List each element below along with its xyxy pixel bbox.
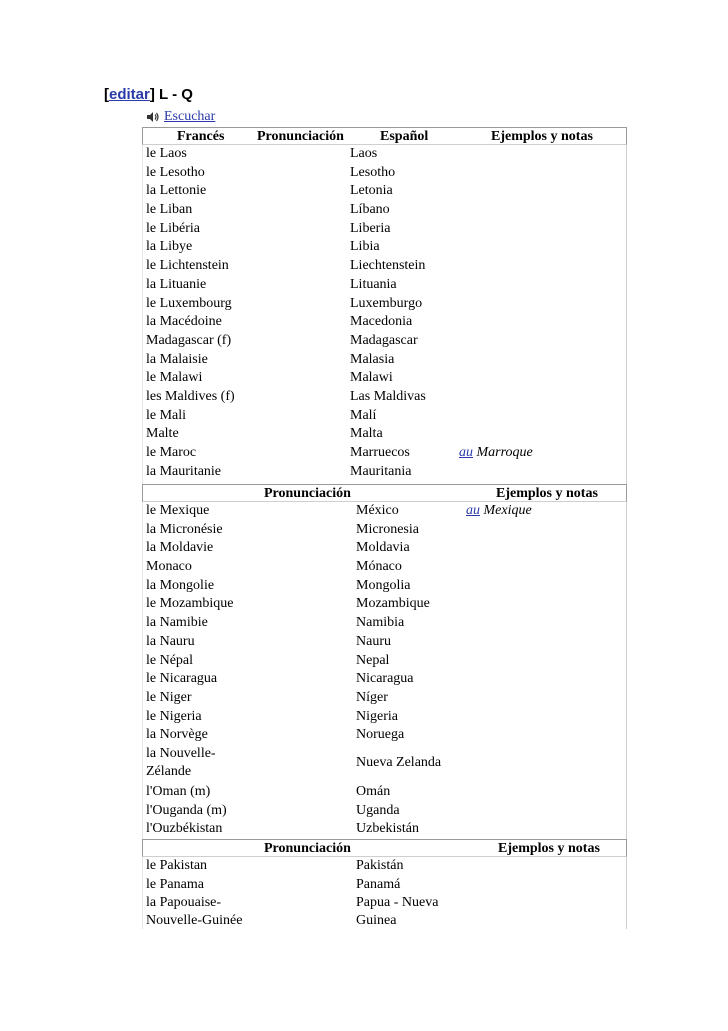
table-row	[142, 802, 627, 821]
table-row	[142, 444, 627, 463]
cell-frances: la Papouaise-Nouvelle-Guinée	[146, 895, 243, 929]
cell-espanol: Pakistán	[356, 858, 404, 873]
listen-link[interactable]: Escuchar	[164, 109, 216, 124]
table-row	[142, 894, 627, 932]
table-row	[142, 332, 627, 351]
edit-link[interactable]: editar	[109, 86, 150, 103]
countries-table-1	[142, 127, 627, 481]
cell-espanol: Malawi	[350, 370, 393, 386]
table-header	[142, 484, 627, 502]
cell-espanol: Níger	[356, 689, 388, 705]
bracket-close: ]	[149, 86, 155, 103]
table-body	[142, 502, 627, 839]
table-row	[142, 521, 627, 540]
cell-espanol: Omán	[356, 783, 391, 799]
cell-frances: la Norvège	[146, 727, 208, 743]
table-row	[142, 820, 627, 839]
cell-espanol: Nigeria	[356, 708, 398, 724]
cell-espanol: Noruega	[356, 727, 405, 743]
header-ejemplos: Ejemplos y notas	[498, 841, 600, 856]
example-text: Marroque	[476, 445, 533, 460]
cell-frances: le Maroc	[146, 445, 197, 460]
cell-frances: le Mali	[146, 407, 187, 423]
cell-espanol: Líbano	[350, 202, 390, 218]
bracket-open: [	[104, 86, 109, 103]
cell-frances: le Laos	[146, 146, 187, 161]
cell-frances: le Mexique	[146, 503, 210, 518]
example-link[interactable]: au	[459, 445, 473, 460]
table-row	[142, 595, 627, 614]
table-row	[142, 539, 627, 558]
cell-frances: le Lichtenstein	[146, 258, 229, 274]
table-row	[142, 145, 627, 164]
cell-frances: le Malawi	[146, 370, 203, 386]
table-row	[142, 614, 627, 633]
section-title: L - Q	[159, 86, 193, 103]
cell-espanol: Libia	[350, 239, 380, 255]
cell-ejemplos	[459, 444, 533, 463]
cell-frances: le Panama	[146, 876, 204, 892]
cell-frances: la Micronésie	[146, 521, 223, 537]
table-row	[142, 407, 627, 426]
cell-espanol: Nauru	[356, 633, 391, 649]
header-espanol: Español	[380, 129, 429, 144]
cell-espanol: Luxemburgo	[350, 295, 423, 311]
table-row	[142, 388, 627, 407]
cell-frances: la Mauritanie	[146, 463, 222, 479]
table-row	[142, 182, 627, 201]
cell-espanol: Las Maldivas	[350, 388, 426, 404]
cell-frances: le Libéria	[146, 220, 201, 236]
cell-espanol: Nicaragua	[356, 671, 414, 687]
header-ejemplos: Ejemplos y notas	[496, 486, 598, 501]
cell-espanol: Marruecos	[350, 445, 410, 460]
cell-espanol: Mozambique	[356, 596, 430, 612]
cell-frances: la Macédoine	[146, 314, 222, 330]
table-row	[142, 220, 627, 239]
header-pronunciacion: Pronunciación	[264, 486, 351, 501]
cell-frances: l'Oman (m)	[146, 783, 211, 799]
table-row	[142, 876, 627, 895]
cell-espanol: Micronesia	[356, 521, 419, 537]
cell-frances: l'Ouzbékistan	[146, 821, 223, 837]
cell-espanol: Uganda	[356, 802, 400, 818]
table-row	[142, 577, 627, 596]
table-body	[142, 857, 627, 932]
cell-ejemplos	[466, 502, 532, 521]
table-row	[142, 502, 627, 521]
example-link[interactable]: au	[466, 503, 480, 518]
cell-frances: le Lesotho	[146, 164, 205, 180]
cell-frances: le Pakistan	[146, 858, 208, 873]
table-row	[142, 313, 627, 332]
cell-frances: la Lettonie	[146, 183, 207, 199]
listen-control[interactable]	[146, 109, 215, 125]
cell-espanol: Namibia	[356, 615, 405, 631]
table-row	[142, 670, 627, 689]
cell-frances: la Namibie	[146, 615, 208, 631]
cell-espanol: México	[356, 503, 399, 518]
cell-espanol: Nepal	[356, 652, 390, 668]
cell-frances: le Niger	[146, 689, 192, 705]
cell-frances: la Mongolie	[146, 577, 215, 593]
cell-frances: le Luxembourg	[146, 295, 232, 311]
table-row	[142, 558, 627, 577]
table-row	[142, 689, 627, 708]
table-row	[142, 164, 627, 183]
table-row	[142, 201, 627, 220]
cell-frances: la Nauru	[146, 633, 195, 649]
cell-espanol: Laos	[350, 146, 378, 161]
table-row	[142, 276, 627, 295]
cell-espanol: Lituania	[350, 276, 397, 292]
cell-espanol: Uzbekistán	[356, 821, 419, 837]
cell-espanol: Lesotho	[350, 164, 396, 180]
cell-espanol: Nueva Zelanda	[356, 754, 442, 770]
section-heading	[104, 86, 193, 103]
cell-espanol: Mauritania	[350, 463, 412, 479]
table-row	[142, 369, 627, 388]
table-row	[142, 652, 627, 671]
cell-espanol: Mónaco	[356, 559, 402, 575]
table-row	[142, 633, 627, 652]
cell-frances: le Nicaragua	[146, 671, 218, 687]
cell-espanol: Letonia	[350, 183, 393, 199]
cell-frances: Malte	[146, 426, 179, 442]
cell-espanol: Liberia	[350, 220, 391, 236]
cell-espanol: Papua - Nueva Guinea	[356, 895, 439, 929]
table-row	[142, 726, 627, 745]
cell-espanol: Madagascar	[350, 332, 418, 348]
cell-frances: Monaco	[146, 559, 192, 575]
cell-espanol: Moldavia	[356, 540, 410, 556]
speaker-icon	[146, 111, 160, 123]
cell-frances: le Liban	[146, 202, 193, 218]
table-body	[142, 145, 627, 481]
table-row	[142, 857, 627, 876]
table-header	[142, 127, 627, 145]
table-row	[142, 425, 627, 444]
cell-espanol: Malta	[350, 426, 383, 442]
countries-table-3	[142, 839, 627, 932]
cell-frances: l'Ouganda (m)	[146, 802, 227, 818]
table-row	[142, 783, 627, 802]
table-row	[142, 463, 627, 482]
cell-espanol: Malasia	[350, 351, 395, 367]
cell-frances: le Nigeria	[146, 708, 202, 724]
cell-frances: le Népal	[146, 652, 194, 668]
cell-frances: Madagascar (f)	[146, 332, 232, 348]
cell-espanol: Malí	[350, 407, 377, 423]
header-pronunciacion: Pronunciación	[257, 129, 344, 144]
cell-frances: le Mozambique	[146, 596, 234, 612]
cell-frances: la Lituanie	[146, 276, 207, 292]
cell-frances: la Moldavie	[146, 540, 214, 556]
cell-espanol: Mongolia	[356, 577, 411, 593]
header-frances: Francés	[177, 129, 225, 144]
table-header	[142, 839, 627, 857]
table-row	[142, 745, 627, 783]
countries-table-2	[142, 484, 627, 839]
cell-espanol: Macedonia	[350, 314, 413, 330]
table-row	[142, 351, 627, 370]
example-text: Mexique	[483, 503, 532, 518]
cell-frances: la Malaisie	[146, 351, 208, 367]
cell-frances: la Nouvelle-Zélande	[146, 745, 216, 779]
table-row	[142, 708, 627, 727]
cell-frances: la Libye	[146, 239, 193, 255]
table-row	[142, 295, 627, 314]
header-ejemplos: Ejemplos y notas	[491, 129, 593, 144]
header-pronunciacion: Pronunciación	[264, 841, 351, 856]
cell-espanol: Panamá	[356, 876, 401, 892]
cell-espanol: Liechtenstein	[350, 258, 426, 274]
table-row	[142, 238, 627, 257]
cell-frances: les Maldives (f)	[146, 388, 235, 404]
table-row	[142, 257, 627, 276]
